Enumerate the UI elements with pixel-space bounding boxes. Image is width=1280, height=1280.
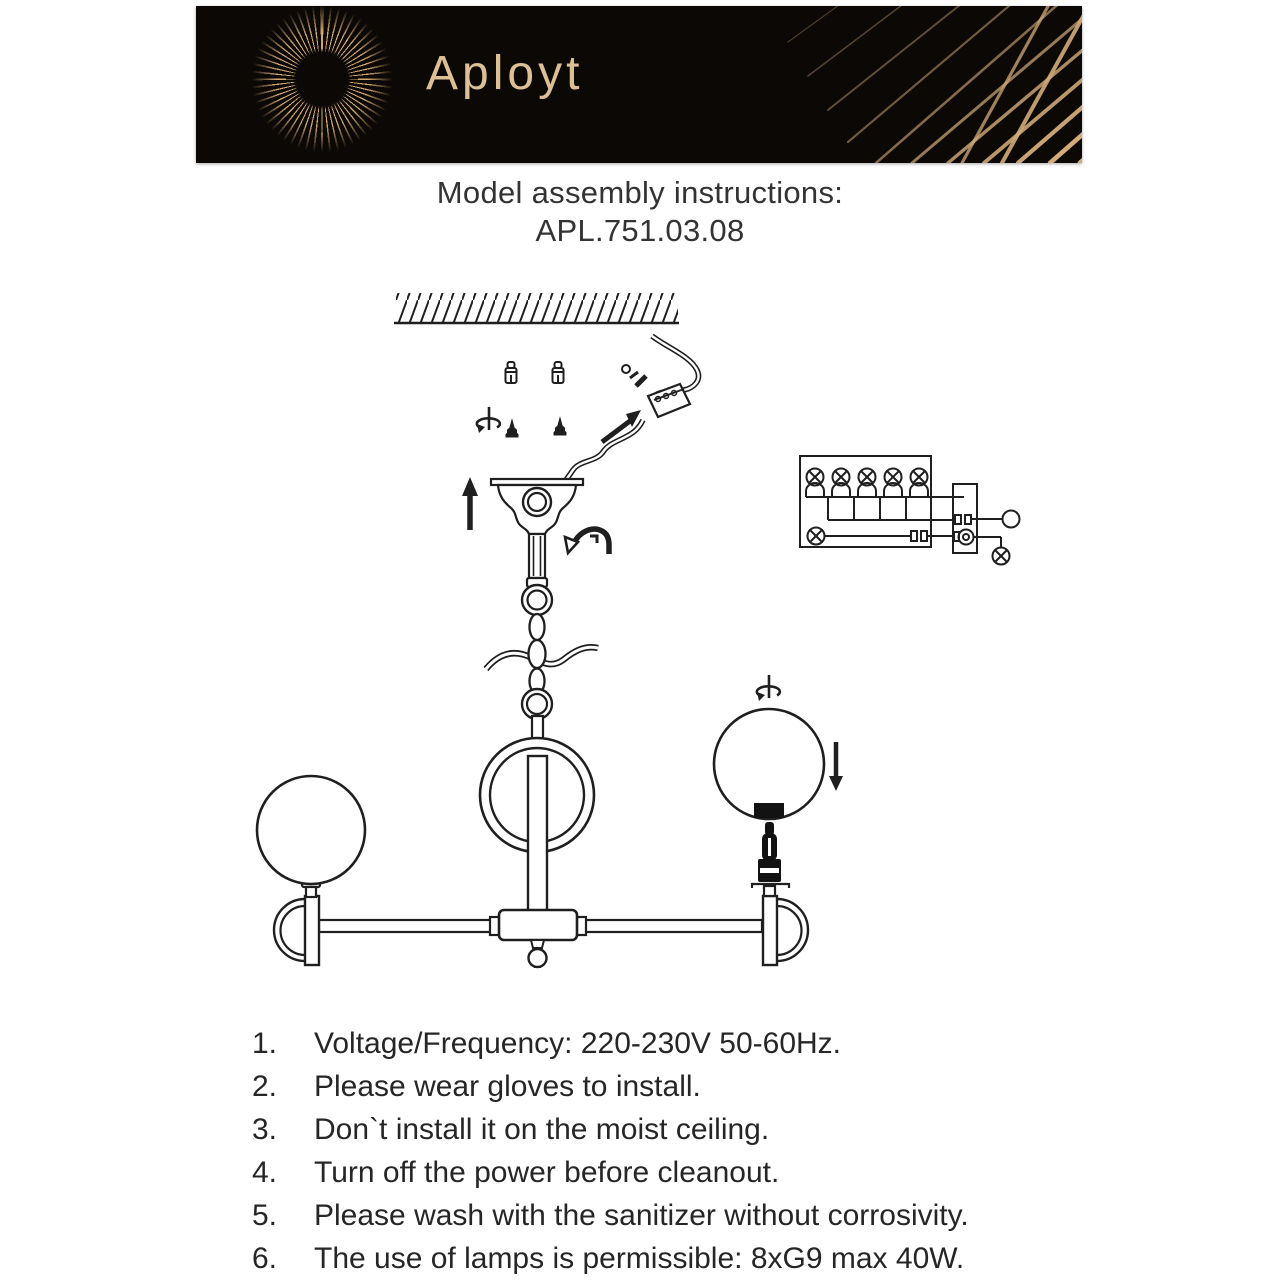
horizontal-bar-left (319, 920, 491, 932)
left-arm-bracket (257, 776, 365, 965)
model-number: APL.751.03.08 (535, 213, 745, 248)
glass-globe-detached (714, 709, 824, 819)
finial (531, 940, 544, 948)
lamp-body (319, 910, 762, 967)
instruction-item (252, 1065, 1242, 1108)
screw-icon (506, 420, 518, 437)
instruction-number: 4. (252, 1155, 278, 1189)
g9-bulb (758, 822, 781, 882)
screw-icon (554, 418, 566, 435)
arrow-down-icon (829, 742, 843, 791)
anchor-bolt-icon (553, 362, 564, 383)
center-rod (480, 716, 594, 912)
ceiling-hatch (394, 293, 679, 323)
brand-name: Aployt (426, 47, 584, 100)
instruction-text: Voltage/Frequency: 220-230V 50-60Hz. (314, 1026, 842, 1060)
instruction-text: Please wash with the sanitizer without corrosivity. (314, 1198, 969, 1232)
instruction-item (252, 1237, 1242, 1280)
neutral-terminal (1003, 511, 1020, 528)
instruction-item (252, 1151, 1242, 1194)
wiring-diagram (800, 456, 1020, 565)
instruction-item (252, 1108, 1242, 1151)
anchor-bolt-icon (506, 362, 517, 383)
instruction-text: Turn off the power before cleanout. (314, 1155, 780, 1189)
horizontal-bar-right (585, 920, 762, 932)
lamp-symbol (993, 548, 1010, 565)
instruction-number: 1. (252, 1026, 278, 1060)
central-hub (499, 910, 577, 940)
wire-connector (564, 336, 699, 483)
instruction-number: 6. (252, 1241, 278, 1275)
instructions-list (252, 1022, 1242, 1280)
instruction-item (252, 1022, 1242, 1065)
instruction-text: Don`t install it on the moist ceiling. (314, 1112, 770, 1146)
arrow-up-icon (462, 477, 478, 530)
rotation-symbol-icon (477, 407, 500, 433)
rotation-symbol-icon (757, 675, 780, 701)
instruction-text: The use of lamps is permissible: 8xG9 max 40W. (314, 1241, 965, 1275)
lamp-symbol (808, 528, 825, 545)
instruction-number: 3. (252, 1112, 278, 1146)
instruction-item (252, 1194, 1242, 1237)
hook-tool-icon (565, 529, 609, 554)
page-title: Model assembly instructions: (436, 175, 844, 210)
glass-globe-left (257, 776, 365, 884)
instruction-number: 2. (252, 1069, 278, 1103)
instruction-number: 5. (252, 1198, 278, 1232)
instruction-text: Please wear gloves to install. (314, 1069, 701, 1103)
